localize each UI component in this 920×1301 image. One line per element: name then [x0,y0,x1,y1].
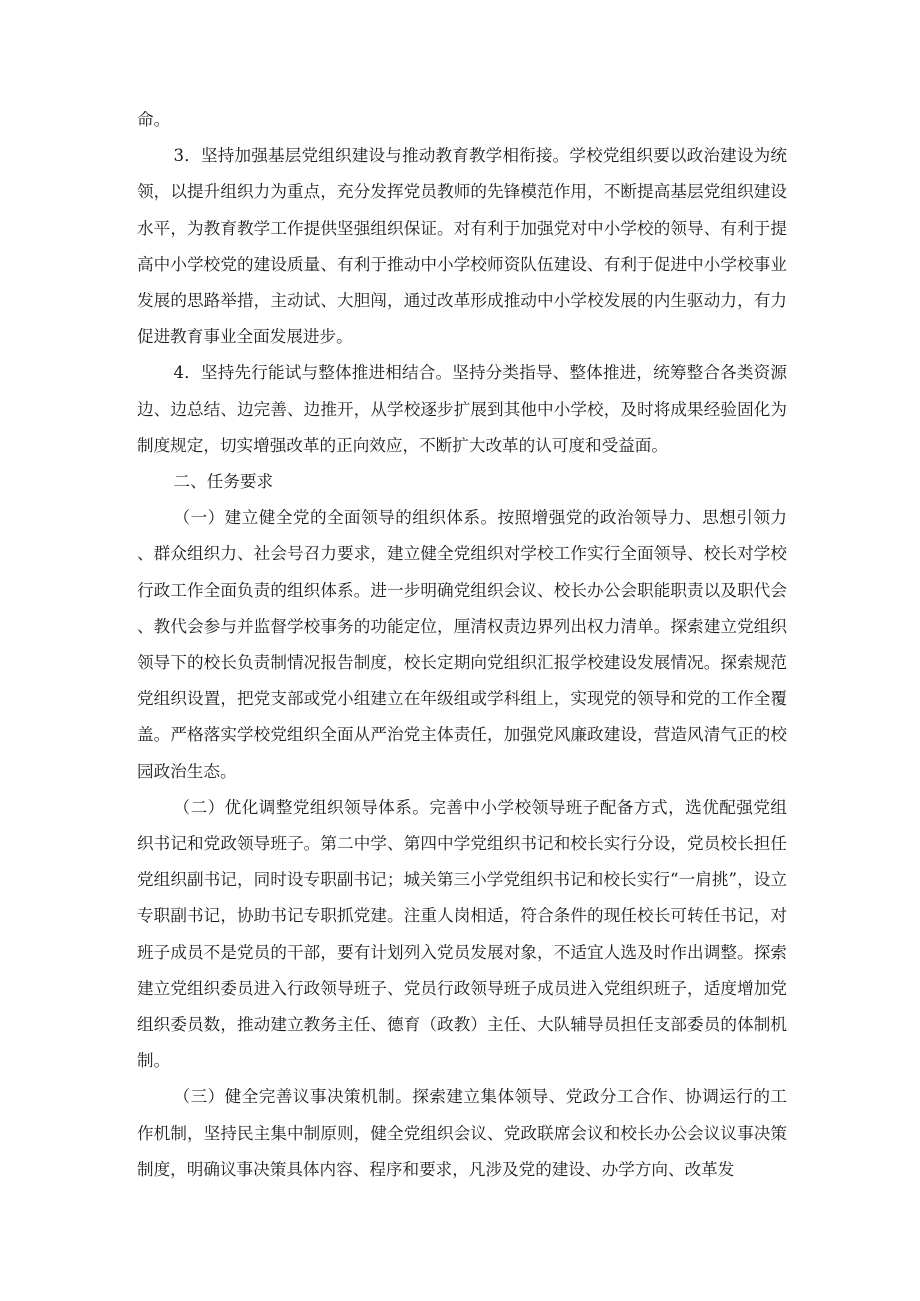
paragraph-principle-3: 3．坚持加强基层党组织建设与推动教育教学相衔接。学校党组织要以政治建设为统领，以提升组织力为重点，充分发挥党员教师的先锋模范作用，不断提高基层党组织建设水平，为教育教学工作提供坚强组织保证。对有利于加强党对中小学校的领导、有利于提高中小学校党的建设质量、有利于推动中小学校师资队伍建设、有利于促进中小学校事业发展的思路举措，主动试、大胆闯，通过改革形成推动中小学校发展的内生驱动力，有力促进教育事业全面发展进步。 [137,146,787,347]
paragraph-principle-4: 4．坚持先行能试与整体推进相结合。坚持分类指导、整体推进，统筹整合各类资源边、边总结、边完善、边推开，从学校逐步扩展到其他中小学校，及时将成果经验固化为制度规定，切实增强改革的正向效应，不断扩大改革的认可度和受益面。 [137,363,787,455]
section-heading-task-requirements: 二、任务要求 [173,472,274,492]
paragraph-continuation: 命。 [137,110,171,129]
paragraph-task-2: （二）优化调整党组织领导体系。完善中小学校领导班子配备方式，选优配强党组织书记和党政领导班子。第二中学、第四中学党组织书记和校长实行分设，党员校长担任党组织副书记，同时设专职副书记；城关第三小学党组织书记和校长实行“一肩挑”，设立专职副书记，协助书记专职抓党建。注重人岗相适，符合条件的现任校长可转任书记，对班子成员不是党员的干部，要有计划列入党员发展对象，不适宜人选及时作出调整。探索建立党组织委员进入行政领导班子、党员行政领导班子成员进入党组织班子，适度增加党组织委员数，推动建立教务主任、德育（政教）主任、大队辅导员担任支部委员的体制机制。 [137,797,787,1071]
document-body [137,102,787,1188]
paragraph-task-3: （三）健全完善议事决策机制。探索建立集体领导、党政分工合作、协调运行的工作机制，坚持民主集中制原则，健全党组织会议、党政联席会议和校长办公会议议事决策制度，明确议事决策具体内容、程序和要求，凡涉及党的建设、办学方向、改革发 [137,1087,787,1179]
paragraph-task-1: （一）建立健全党的全面领导的组织体系。按照增强党的政治领导力、思想引领力、群众组织力、社会号召力要求，建立健全党组织对学校工作实行全面领导、校长对学校行政工作全面负责的组织体系。进一步明确党组织会议、校长办公会职能职责以及职代会、教代会参与并监督学校事务的功能定位，厘清权责边界列出权力清单。探索建立党组织领导下的校长负责制情况报告制度，校长定期向党组织汇报学校建设发展情况。探索规范党组织设置，把党支部或党小组建立在年级组或学科组上，实现党的领导和党的工作全覆盖。严格落实学校党组织全面从严治党主体责任，加强党风廉政建设，营造风清气正的校园政治生态。 [137,508,787,781]
